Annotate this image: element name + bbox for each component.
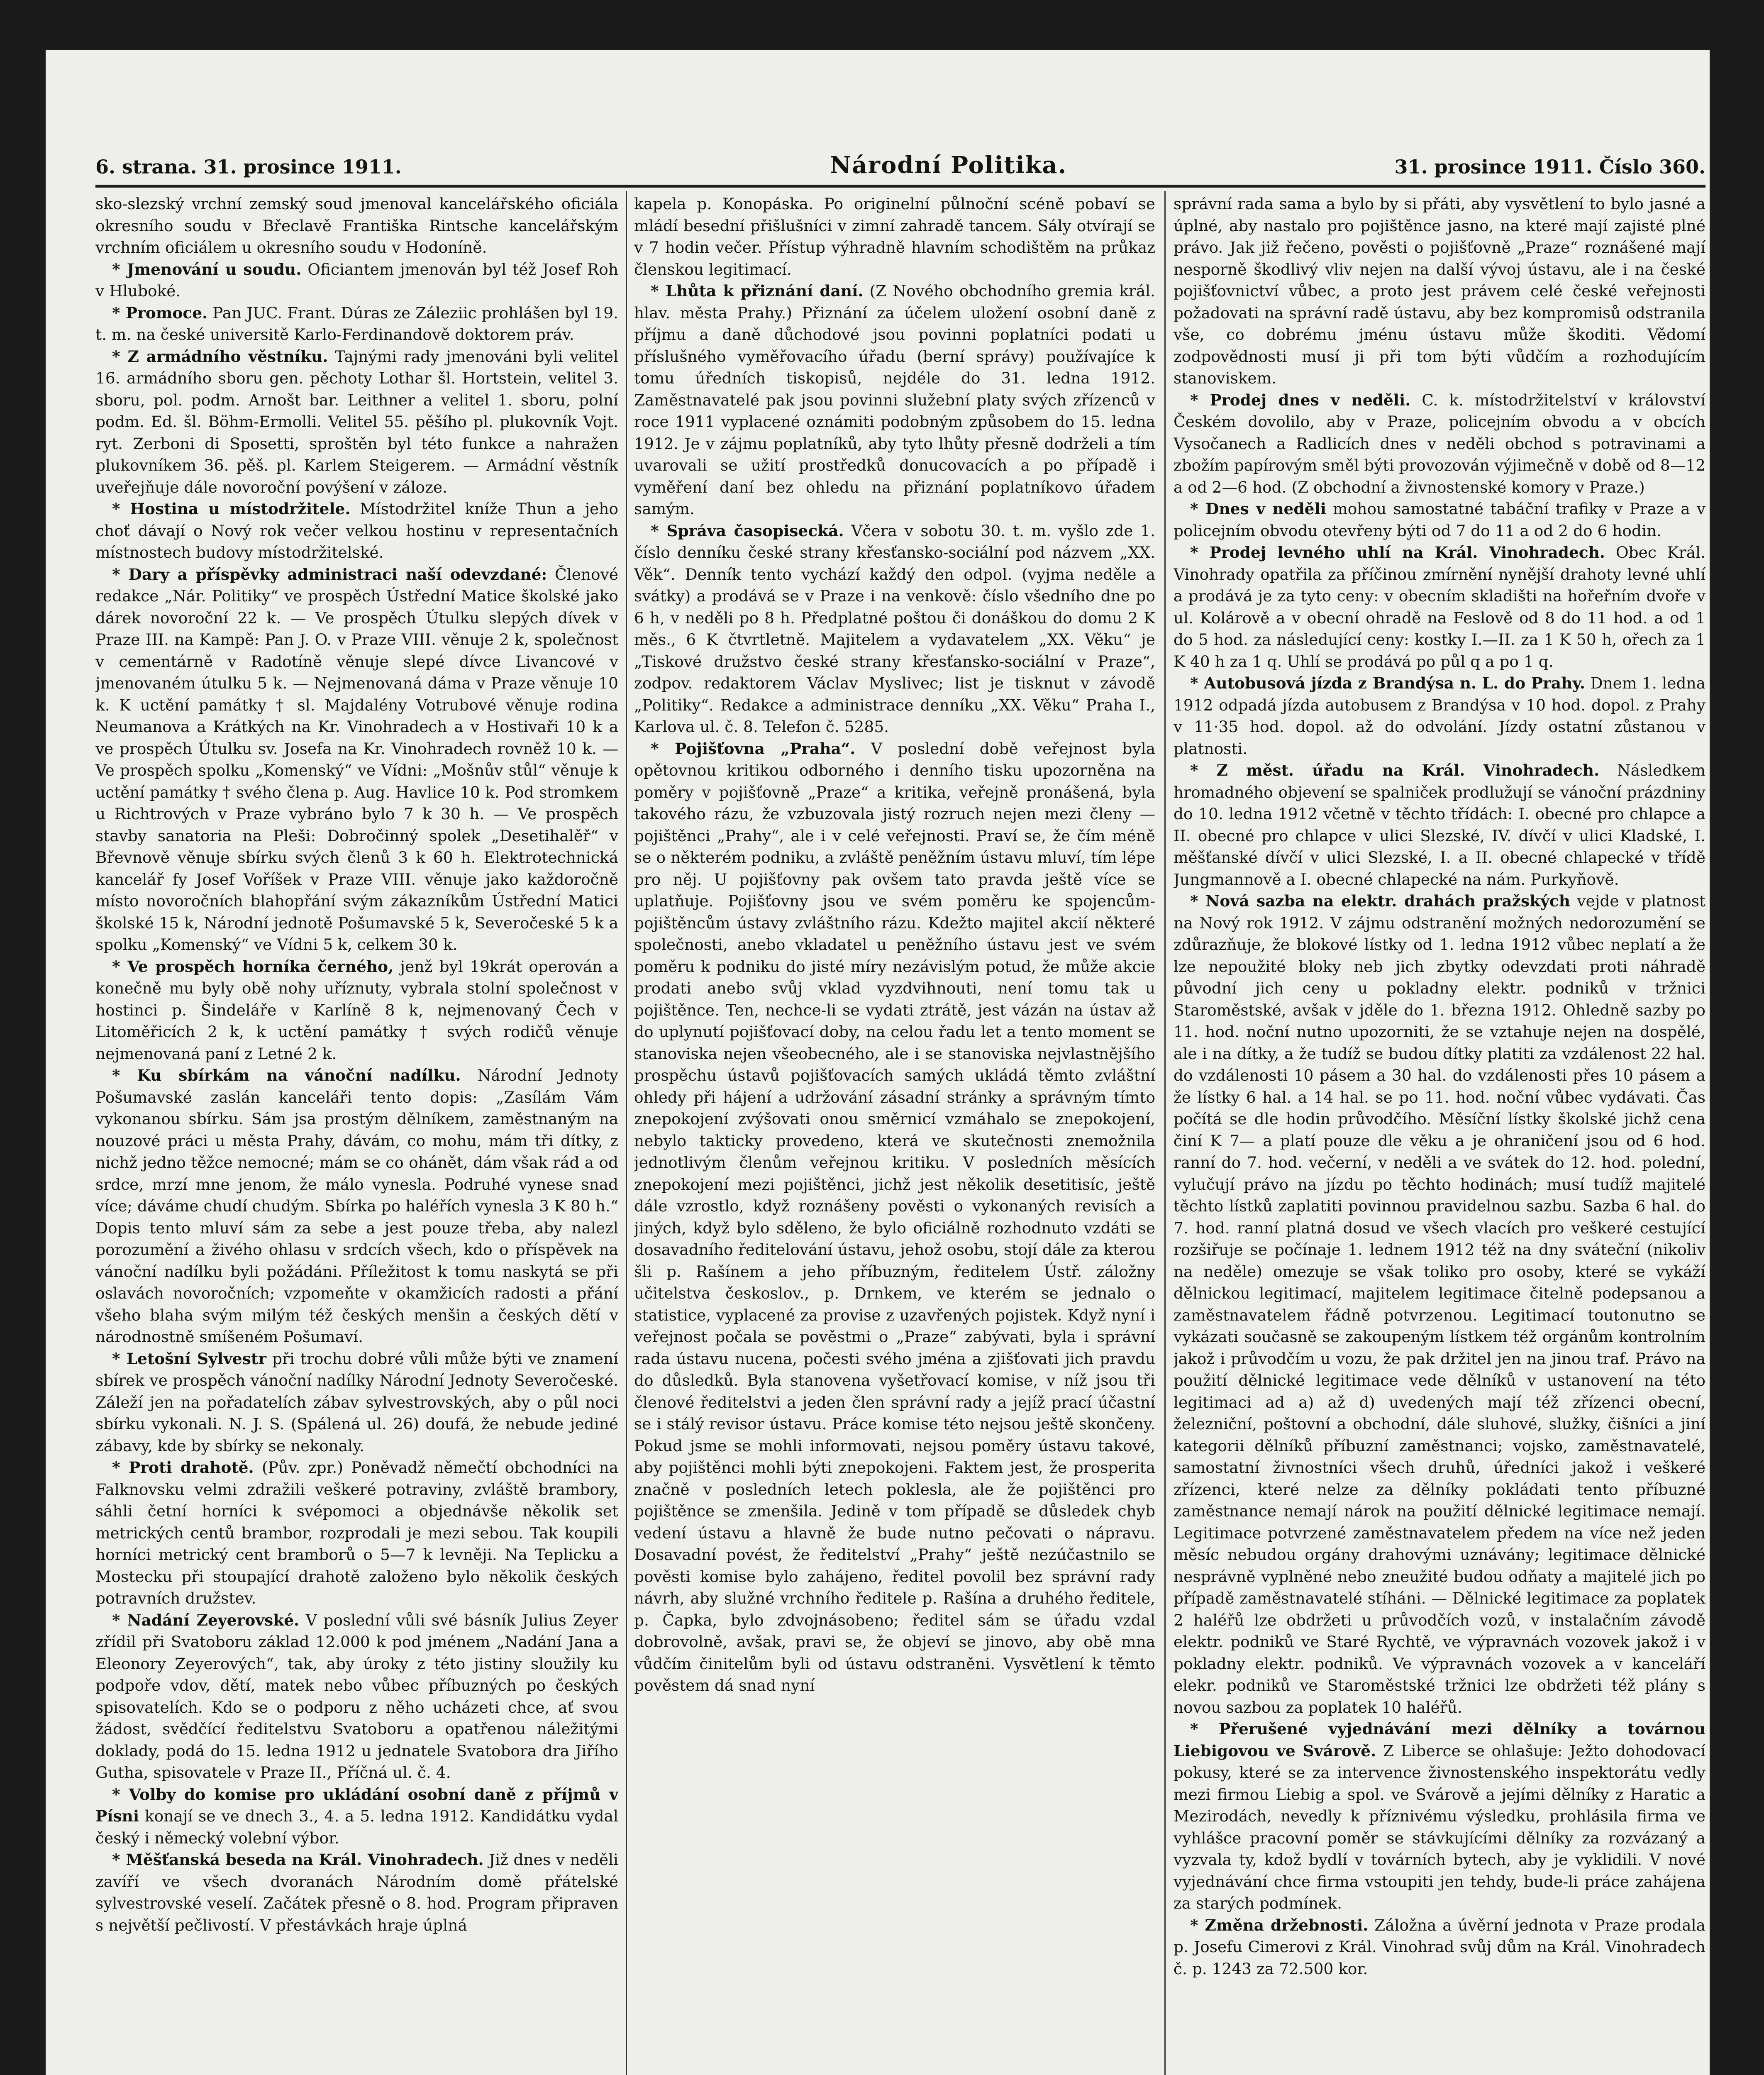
article-heading: * Hostina u místodržitele. bbox=[112, 500, 351, 518]
article-text: Již dnes v neděli zavíří ve všech dvoranách Národním domě přátelské sylvestrovské veselí. Začátek přesně o 8. hod. Program připraven s největší pečlivostí. V přestávkách hraje úplná bbox=[95, 1850, 618, 1934]
article-text: mohou samostatné tabáční trafiky v Praze a v policejním obvodu otevřeny býti od 7 do 11 a od 2 do 6 hodin. bbox=[1174, 500, 1705, 540]
article-text: kapela p. Konopáska. Po originelní půlnoční scéně pobaví se mládí besední přišlušníci v zimní zahradě tancem. Sály otvírají se v 7 hodin večer. Přístup výhradně hlavním schodištěm na průkaz členskou legitimací. bbox=[634, 195, 1155, 278]
article-heading: * Přerušené vyjednávání mezi dělníky a továrnou Liebigovou ve Svárově. bbox=[1174, 1720, 1705, 1760]
article-heading: * Volby do komise pro ukládání osobní daně z příjmů v Písni bbox=[95, 1785, 618, 1825]
masthead-title: Národní Politika. bbox=[830, 151, 1067, 179]
article-text: Z Liberce se ohlašuje: Ježto dohodovací pokusy, které se za intervence živnostenského inspektorátu vedly mezi firmou Liebig a spol. ve Svárově a jejími dělníky z Haratic a Mezirodách, nevedly k příznivému výsledku, prohlásila firma ve vyhlášce pracovní poměr se stávkujícími dělníky za rozvázaný a vyzvala ty, kdož bydlí v továrních bytech, aby je vyklidili. V nové vyjednávání chce firma vstoupiti jen tehdy, bude-li práce zahájena za starých podmínek. bbox=[1174, 1741, 1705, 1912]
article-heading: * Lhůta k přiznání daní. bbox=[651, 282, 864, 300]
article-paragraph bbox=[1174, 672, 1705, 759]
article-text: Místodržitel kníže Thun a jeho choť dávají o Nový rok večer velkou hostinu v representačních místnostech budovy místodržitelské. bbox=[95, 500, 618, 561]
article-text: Oficiantem jmenován byl též Josef Roh v Hluboké. bbox=[95, 260, 618, 300]
article-heading: * Správa časopisecká. bbox=[651, 521, 844, 540]
article-heading: * Nová sazba na elektr. drahách pražských bbox=[1190, 892, 1570, 910]
column-rule bbox=[1164, 191, 1166, 2075]
article-text: konají se ve dnech 3., 4. a 5. ledna 1912. Kandidátku vydal český i německý volební výbor. bbox=[95, 1807, 618, 1847]
article-text: Členové redakce „Nár. Politiky“ ve prospěch Ústřední Matice školské jako dárek novoroční 22 k. — Ve prospěch Útulku slepých dívek v Praze III. na Kampě: Pan J. O. v Praze VIII. věnuje 2 k, společnost v cementárně v Radotíně věnuje slepé dívce Livancové v jmenovaném útulku 5 k. — Nejmenovaná dáma v Praze věnuje 10 k. K uctění památky † sl. Majdalény Votrubové věnuje rodina Neumanova a Krátkých na Kr. Vinohradech a v Hostivaři 10 k a ve prospěch Útulku sv. Josefa na Kr. Vinohradech rovněž 10 k. — Ve prospěch spolku „Komenský“ ve Vídni: „Mošnův stůl“ věnuje k uctění památky † svého člena p. Aug. Havlice 10 k. Pod stromkem u Richtrových v Praze vybráno bylo 7 k 30 h. — Ve prospěch stavby sanatoria na Pleši: Dobročinný spolek „Desetihalěř“ v Břevnově věnuje sbírku svých členů 3 k 60 h. Elektrotechnická kancelář fy Josef Voříšek v Praze VIII. věnuje jako každoročně místo novoročních blahopřání svým zákazníkům Ústřední Matici školské 15 k, Národní jednotě Pošumavské 5 k, Severočeské 5 k a spolku „Komenský“ ve Vídni 5 k, celkem 30 k. bbox=[95, 565, 618, 954]
article-text: vejde v platnost na Nový rok 1912. V zájmu odstranění možných nedorozumění se zdůrazňuje, že blokové lístky od 1. ledna 1912 vůbec neplatí a že lze nepoužité bloky neb jich zbytky odevzdati proti náhradě původní jich ceny u pokladny elektr. podniků v tržnici Staroměstské, avšak v jděle do 1. března 1912. Ohledně sazby po 11. hod. noční nutno upozorniti, že se vztahuje nejen na dospělé, ale i na dítky, a že tudíž se budou dítky platiti za vzdálenost 22 hal. do vzdálenosti 10 pásem a 30 hal. do vzdálenosti přes 10 pásem a že lístky 6 hal. a 14 hal. se po 11. hod. noční vůbec vydávati. Čas počítá se dle hodin průvodčího. Měsíční lístky školské jichž cena činí K 7— a platí pouze dle věku a je ohraničení jsou od 6 hod. ranní do 7. hod. večerní, v neděli a ve svátek do 12. hod. polední, vylučují právo na jízdu po těchto hodinách; musí tudíž majitelé těchto lístků zaplatiti povinnou pravidelnou sazbu. Sazba 6 hal. do 7. hod. ranní platná dosud ve všech vlacích pro veškeré cestující rozšiřuje se počínaje 1. lednem 1912 též na dny sváteční (nikoliv na neděle) omezuje se však toliko pro osoby, které se vykáží dělnickou legitimací, majitelem legitimace čitelně podepsanou a zaměstnavatelem řádně potvrzenou. Legitimací toutonutno se vykázati současně se zakoupeným lístkem též orgánům kontrolním jakož i průvodčím u vozu, že pak držitel jen na jinou traf. Právo na použití dělnické legitimace vede dělníků v ustanovení na této legitimaci ad a) až d) uvedených mají též zřízenci obecní, železniční, poštovní a obchodní, dále sluhové, služky, čišníci a jiní kategorii dělníků příbuzní zaměstnanci; vojsko, zaměstnavatelé, samostatní živnostníci všech druhů, úředníci jakož i veškeré zřízenci, které nelze za dělníky pokládati tento příbuzné zaměstnance nemají nárok na použití dělnické legitimace nemají. Legitimace potvrzené zaměstnavatelem předem na více než jeden měsíc nebudou orgány drahovými uznávány; legitimace dělnické nesprávně vyplněné nebo zneužité budou odňaty a majitelé jich po případě zaměstnavatelé stíháni. — Dělnické legitimace za poplatek 2 haléřů lze obdržeti u průvodčích vozů, v instalačním závodě elektr. podniků ve Staré Rychtě, ve výpravnách vozovek jakož i v pokladny elektr. podniků. Ve výpravnách vozovek a v kanceláří elekr. podniků ve Staroměstské tržnici lze obdržeti též plány s novou sazbou za poplatek 10 haléřů. bbox=[1174, 892, 1705, 1716]
article-text: Obec Král. Vinohrady opatřila za příčinou zmírnění nynější drahoty levné uhlí a prodává je za tyto ceny: v obecním skladišti na hořeřním dvoře v ul. Kolárově a v obecní ohradě na Feslově od 8 do 11 hod. a od 1 do 5 hod. za následující ceny: kostky I.—II. za 1 K 50 h, ořech za 1 K 40 h za 1 q. Uhlí se prodává po půl q a po 1 q. bbox=[1174, 543, 1705, 671]
article-text: Pan JUC. Frant. Dúras ze Záleziic prohlášen byl 19. t. m. na české universitě Karlo-Ferdinandově doktorem práv. bbox=[95, 303, 618, 344]
article-heading: * Prodej levného uhlí na Král. Vinohradech. bbox=[1190, 543, 1605, 561]
article-paragraph bbox=[95, 259, 618, 302]
header-issue-number: 31. prosince 1911. Číslo 360. bbox=[1394, 156, 1705, 178]
article-heading: * Jmenování u soudu. bbox=[112, 260, 302, 278]
article-heading: * Autobusová jízda z Brandýsa n. L. do Prahy. bbox=[1190, 674, 1585, 692]
article-heading: * Letošní Sylvestr bbox=[112, 1349, 266, 1368]
article-text: jenž byl 19krát operován a konečně mu byly obě nohy uříznuty, vybrala stolní společnost v hostinci p. Šindeláře v Karlíně 8 k, nejmenovaný Čech v Litoměřicích 2 k, k uctění památky † svých rodičů věnuje nejmenovaná paní z Letné 2 k. bbox=[95, 957, 618, 1063]
article-paragraph bbox=[1174, 1914, 1705, 1980]
article-heading: * Pojišťovna „Praha“. bbox=[651, 739, 856, 758]
article-text: správní rada sama a bylo by si přáti, aby vysvětlení to bylo jasné a úplné, aby nastalo pro pojištěnce jasno, na které mají zajisté plné právo. Jak již řečeno, pověsti o pojišťovně „Praze“ roznášené mají nesporně škodlivý vliv nejen na další vývoj ústavu, ale i na české pojišťovnictví vůbec, a proto jest právem celé české veřejnosti požadovati na správní radě ústavu, aby bez kompromisů odstranila vše, co dobrému jménu ústavu může škoditi. Vědomí zodpovědnosti musí ji při tom býti vůdčím a rozhodujícím stanoviskem. bbox=[1174, 195, 1705, 387]
article-heading: * Z armádního věstníku. bbox=[112, 347, 328, 366]
article-paragraph bbox=[634, 193, 1155, 280]
header-rule bbox=[95, 185, 1705, 188]
article-heading: * Promoce. bbox=[112, 303, 208, 322]
article-text: Záložna a úvěrní jednota v Praze prodala p. Josefu Cimerovi z Král. Vinohrad svůj dům na Král. Vinohradech č. p. 1243 za 72.500 kor. bbox=[1174, 1916, 1705, 1978]
article-paragraph bbox=[634, 280, 1155, 520]
article-text: při trochu dobré vůli může býti ve znamení sbírek ve prospěch vánoční nadílky Národní Jednoty Severočeské. Záleží jen na pořadatelích zábav sylvestrovských, aby o půl noci sbírku vykonali. N. J. S. (Spálená ul. 26) doufá, že nebude jediné zábavy, kde by sbírky se nekonaly. bbox=[95, 1349, 618, 1455]
article-heading: * Ve prospěch horníka černého, bbox=[112, 957, 394, 976]
article-text: Tajnými rady jmenováni byli velitel 16. armádního sboru gen. pěchoty Lothar šl. Hortstein, velitel 3. sboru, pol. podm. Arnošt bar. Leithner a velitel 1. sboru, polní podm. Ed. šl. Böhm-Ermolli. Velitel 55. pěšího pl. plukovník Vojt. ryt. Zerboni di Sposetti, sproštěn byl této funkce a nahražen plukovníkem 36. pěš. pl. Karlem Steigerem. — Armádní věstník uveřejňuje dále novoroční povýšení v záloze. bbox=[95, 347, 618, 496]
article-text: V poslední vůli své básník Julius Zeyer zřídil při Svatoboru základ 12.000 k pod jménem „Nadání Jana a Eleonory Zeyerových“, tak, aby úroky z této jistiny sloužily ku podpoře vdov, dětí, matek nebo vůbec příbuzných po českých spisovatelích. Kdo se o podporu z něho ucházeti chce, ať svou žádost, svědčící ředitelstvu Svatoboru a opatřenou náležitými doklady, podá do 15. ledna 1912 u jednatele Svatobora dra Jiřího Gutha, spisovatele v Praze II., Příčná ul. č. 4. bbox=[95, 1611, 618, 1782]
article-paragraph bbox=[95, 1784, 618, 1849]
article-text: C. k. místodržitelství v království Českém dovolilo, aby v Praze, policejním obvodu a v obcích Vysočanech a Radlicích dnes v neděli obchod s potravinami a zbožím papírovým směl býti provozován výjimečně v době od 8—12 a od 2—6 hod. (Z obchodní a živnostenské komory v Praze.) bbox=[1174, 391, 1705, 496]
column-2 bbox=[634, 193, 1155, 2075]
article-paragraph bbox=[95, 956, 618, 1065]
article-heading: * Dary a příspěvky administraci naší odevzdané: bbox=[112, 565, 547, 583]
article-text: Včera v sobotu 30. t. m. vyšlo zde 1. číslo denníku české strany křesťansko-sociální pod názvem „XX. Věk“. Denník tento vychází každý den odpol. (vyjma neděle a svátky) a prodává se v Praze i na venkově: číslo všedního dne po 6 h, v neděli po 8 h. Předplatné poštou či donáškou do domu 2 K měs., 6 K čtvrtletně. Majitelem a vydavatelem „XX. Věku“ je „Tiskové družstvo české strany křesťansko-sociální v Praze“, zodpov. redaktorem Václav Myslivec; list je tisknut v závodě „Politiky“. Redakce a administrace denníku „XX. Věku“ Praha I., Karlova ul. č. 8. Telefon č. 5285. bbox=[634, 521, 1155, 736]
newspaper-page bbox=[46, 50, 1710, 2075]
article-paragraph bbox=[1174, 193, 1705, 389]
article-heading: * Ku sbírkám na vánoční nadílku. bbox=[112, 1066, 461, 1084]
article-paragraph bbox=[95, 1849, 618, 1936]
article-paragraph bbox=[95, 193, 618, 259]
column-3 bbox=[1174, 193, 1705, 2075]
article-text: sko-slezský vrchní zemský soud jmenoval kancelářského oficiála okresního soudu v Břeclavě Františka Rintsche kancelářským vrchním oficiálem u okresního soudu v Hodoníně. bbox=[95, 195, 618, 256]
article-text: (Pův. zpr.) Poněvadž němečtí obchodníci na Falknovsku velmi zdražili veškeré potraviny, zvláště brambory, sáhli četní horníci k svépomoci a objednávše několik set metrických centů brambor, rozprodali je mezi sebou. Tak koupili horníci metrický cent bramborů o 5—7 k levněji. Na Teplicku a Mostecku při stoupající drahotě založeno bylo několik českých potravních družstev. bbox=[95, 1458, 618, 1607]
article-paragraph bbox=[1174, 389, 1705, 498]
article-paragraph bbox=[1174, 542, 1705, 672]
article-paragraph bbox=[1174, 1718, 1705, 1914]
page-header bbox=[95, 151, 1705, 181]
article-paragraph bbox=[95, 302, 618, 346]
article-text: Dnem 1. ledna 1912 odpadá jízda autobusem z Brandýsa v 10 hod. dopol. z Prahy v 11·35 hod. dopol. až do odvolání. Jízdy ostatní zůstanou v platnosti. bbox=[1174, 674, 1705, 758]
article-text: Národní Jednoty Pošumavské zaslán kanceláři tento dopis: „Zasílám Vám vykonanou sbírku. Sám jsa prostým dělníkem, zaměstnaným na nouzové práci u města Prahy, dávám, co mohu, mám tři dítky, z nichž jedno těžce nemocné; mám se co ohánět, dám však rád a od srdce, mrzí mne jenom, že málo vynesla. Podruhé vynese snad více; dáváme chudí chudým. Sbírka po haléřích vynesla 3 K 80 h.“ Dopis tento mluví sám za sebe a jest pouze třeba, aby nalezl porozumění a živého ohlasu v srdcích všech, kdo o příspěvek na vánoční nadílku byli požádáni. Příležitost k tomu naskytá se při oslavách novoročních; vzpomeňte v okamžicích radosti a přání všeho blaha svým milým též českých menšin a českých dětí v národnostně smíšeném Pošumaví. bbox=[95, 1066, 618, 1346]
article-paragraph bbox=[634, 738, 1155, 1697]
article-heading: * Nadání Zeyerovské. bbox=[112, 1611, 300, 1629]
article-paragraph bbox=[95, 564, 618, 956]
article-heading: * Proti drahotě. bbox=[112, 1458, 254, 1477]
article-paragraph bbox=[95, 1609, 618, 1784]
column-rule bbox=[626, 191, 627, 2075]
article-heading: * Změna držebnosti. bbox=[1190, 1916, 1369, 1934]
article-paragraph bbox=[95, 1348, 618, 1457]
article-paragraph bbox=[95, 346, 618, 498]
article-paragraph bbox=[95, 1457, 618, 1609]
article-heading: * Prodej dnes v neděli. bbox=[1190, 391, 1411, 409]
article-paragraph bbox=[95, 498, 618, 564]
article-paragraph bbox=[634, 520, 1155, 738]
article-paragraph bbox=[95, 1064, 618, 1348]
article-heading: * Dnes v neděli bbox=[1190, 500, 1326, 518]
article-paragraph bbox=[1174, 498, 1705, 542]
column-1 bbox=[95, 193, 618, 2075]
article-heading: * Měšťanská beseda na Král. Vinohradech. bbox=[112, 1850, 484, 1869]
article-text: (Z Nového obchodního gremia král. hlav. města Prahy.) Přiznání za účelem uložení osobní daně z příjmu a daně důchodové jsou povinni poplatníci podati u příslušného vyměřovacího úřadu (berní správy) používajíce k tomu úředních tiskopisů, nejdéle do 31. ledna 1912. Zaměstnavatelé pak jsou povinni služební platy svých zřízenců v roce 1911 vyplacené oznámiti podobným způsobem do 15. ledna 1912. Je v zájmu poplatníků, aby tyto lhůty přesně dodrželi a tím uvarovali se užití prostředků donucovacích a po případě i vyměření daní bez ohledu na přiznání poplatníkovo úřadem samým. bbox=[634, 282, 1155, 518]
header-date-page: 6. strana. 31. prosince 1911. bbox=[95, 156, 402, 178]
article-heading: * Z měst. úřadu na Král. Vinohradech. bbox=[1190, 761, 1600, 779]
article-text: V poslední době veřejnost byla opětovnou kritikou odborného i denního tisku upozorněna na poměry v pojišťovně „Praze“ a kritika, veřejně pronášená, byla takového rázu, že vzbuzovala jistý rozruch nejen mezi členy — pojištěnci „Prahy“, ale i v celé veřejnosti. Praví se, že čím méně se o některém podniku, a zvláště peněžním ústavu mluví, tím lépe pro něj. U pojišťovny pak ovšem tato pravda ještě více se uplatňuje. Pojišťovny jsou ve svém poměru ke spojencům-pojištěncům ústavy zvláštního rázu. Kdežto majitel akcií některé společnosti, anebo vkladatel u peněžního ústavu jest ve svém poměru k podniku do jisté míry nezávislým potud, že může akcie prodati anebo svůj vklad vyzdvihnouti, není tomu tak u pojištěnce. Ten, nechce-li se vydati ztrátě, jest vázán na ústav až do uplynutí pojišťovací doby, na celou řadu let a tento moment se stanoviska nejen všeobecného, ale i se stanoviska nejvlastnějšího prospěchu ústavů pojišťovacích samých ukládá těmto zvláštní ohledy při hájení a udržování zásadní stránky a správným tímto znepokojení zvýšovati onou směrnicí vzmáhalo se znepokojení, nebylo takticky provedeno, která ve skutečnosti znemožnila jednotlivým členům veřejnou kritiku. V posledních měsících znepokojení mezi pojištěnci, jichž jest několik desetitisíc, ještě dále vzrostlo, když roznášeny pověsti o vykonaných revisích a jiných, když bylo sděleno, že bylo oficiálně rozhodnuto vzdáti se dosavadního ředitelování ústavu, jehož osobu, stojí dále za kterou šli p. Rašínem a jeho příbuzným, ředitelem Ústř. záložny učitelstva českoslov., p. Drnkem, ve kterém se jednalo o statistice, vyplacené za provise z uzavřených pojistek. Když nyní i veřejnost počala se pověstmi o „Praze“ zabývati, byla i správní rada ústavu nucena, počesti svého jména a zjišťovati jich pravdu do důsledků. Byla stanovena vyšetřovací komise, v níž jsou tři členové ředitelstvi a jeden člen správní rady a jejíž prací účastní se i stálý revisor ústavu. Práce komise této nejsou ještě skončeny. Pokud jsme se mohli informovati, nejsou poměry ústavu takové, aby pojištěnci mohli býti znepokojeni. Faktem jest, že prosperita značně v posledních letech poklesla, ale že pojištěnci pro pojištěnce se zmenšila. Jedině v tom případě se důsledek chyb vedení ústavu a hlavně že bude nutno pečovati o nápravu. Dosavadní povést, že ředitelství „Prahy“ ještě nezúčastnilo se pověsti komise bylo zahájeno, ředitel povolil bez správní rady návrh, aby služné vrchního ředitele p. Rašína a druhého ředitele, p. Čapka, bylo zdvojnásobeno; ředitel sám se úřadu vzdal dobrovolně, avšak, pravi se, že objeví se jinovo, aby obě mna vůdčím činitelům byli od ústavu odstraněni. Vysvětlení k těmto pověstem dá snad nyní bbox=[634, 739, 1155, 1694]
article-text: Následkem hromadného objevení se spalniček prodlužují se vánoční prázdniny do 10. ledna 1912 včetně v těchto třídách: I. obecné pro chlapce a II. obecné pro chlapce v ulici Slezské, IV. dívčí v ulici Kladské, I. měšťanské dívčí v ulici Slezské, I. a II. obecné chlapecké v třídě Jungmannově a I. obecné chlapecké na nám. Purkyňově. bbox=[1174, 761, 1705, 889]
article-paragraph bbox=[1174, 759, 1705, 890]
article-paragraph bbox=[1174, 890, 1705, 1718]
